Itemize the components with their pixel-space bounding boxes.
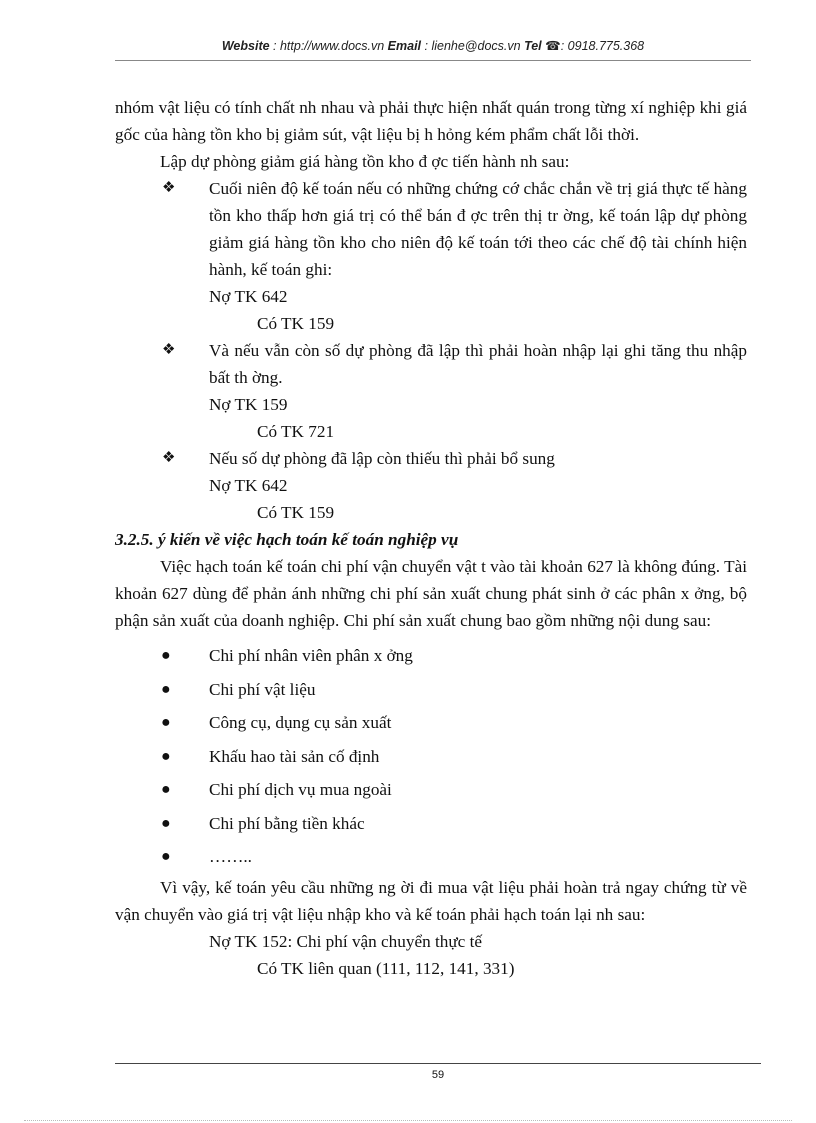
entry-1-credit: Có TK 159 [257, 314, 335, 333]
list-item-text: Chi phí bằng tiền khác [209, 813, 365, 833]
bullet-dot-icon: ● [161, 781, 171, 798]
bullet-item-3 [115, 445, 747, 472]
list-item-text: Khấu hao tài sản cố định [209, 746, 380, 766]
entry-3-debit: Nợ TK 642 [209, 476, 288, 495]
list-item-text: Công cụ, dụng cụ sản xuất [209, 713, 392, 732]
list-item [115, 773, 747, 807]
list-item-text: …….. [209, 847, 252, 866]
footer-divider [115, 1063, 761, 1064]
page-body [115, 94, 747, 982]
bullet-text-3: Nếu số dự phòng đã lập còn thiếu thì phải bổ sung [209, 449, 555, 468]
website-label: Website [221, 39, 270, 53]
header-divider [115, 60, 751, 61]
diamond-bullet-icon: ❖ [162, 180, 176, 196]
bullet-text-2: Và nếu vẫn còn số dự phòng đã lập thì phải hoàn nhập lại ghi tăng thu nhập bất th ờng. [209, 341, 747, 387]
list-item [115, 706, 747, 740]
paragraph-3: Việc hạch toán kế toán chi phí vận chuyển vật t vào tài khoản 627 là không đúng. Tài khoản 627 dùng để phản ánh những chi phí sản xuất chung phát sinh ở các phân x ởng, bộ phận sản xuất của doanh nghiệp. Chi phí sản xuất chung bao gồm những nội dung sau: [115, 557, 747, 630]
bullet-item-2 [115, 337, 747, 391]
paragraph-4: Vì vậy, kế toán yêu cầu những ng ời đi mua vật liệu phải hoàn trả ngay chứng từ về vận chuyển vào giá trị vật liệu nhập kho và kế toán phải hạch toán lại nh sau: [115, 877, 747, 924]
entry-4-debit: Nợ TK 152: Chi phí vận chuyển thực tế [209, 931, 482, 951]
page-bottom-border [24, 1120, 792, 1121]
list-item [115, 807, 747, 841]
list-item-text: Chi phí vật liệu [209, 679, 316, 699]
cost-items-list [115, 639, 747, 874]
bullet-dot-icon: ● [161, 747, 171, 765]
website-value: : http://www.docs.vn [269, 39, 388, 53]
list-item [115, 840, 747, 874]
page-number: 59 [431, 1069, 445, 1081]
entry-2-credit: Có TK 721 [257, 422, 335, 441]
bullet-dot-icon: ● [161, 848, 171, 865]
list-item [115, 673, 747, 707]
bullet-dot-icon: ● [161, 714, 171, 731]
diamond-bullet-icon: ❖ [162, 342, 176, 358]
tel-label: Tel [524, 39, 542, 53]
email-label: Email [387, 39, 422, 53]
tel-value: ☎: 0918.775.368 [541, 39, 645, 53]
paragraph-1: nhóm vật liệu có tính chất nh nhau và phải thực hiện nhất quán trong từng xí nghiệp khi giá gốc của hàng tồn kho bị giảm sút, vật liệu bị h hỏng kém phẩm chất lỗi thời. [115, 98, 747, 144]
list-item-text: Chi phí dịch vụ mua ngoài [209, 780, 392, 799]
paragraph-2: Lập dự phòng giảm giá hàng tồn kho đ ợc tiến hành nh sau: [160, 152, 570, 171]
entry-4-credit: Có TK liên quan (111, 112, 141, 331) [257, 958, 515, 978]
entry-1-debit: Nợ TK 642 [209, 287, 288, 306]
bullet-text-1: Cuối niên độ kế toán nếu có những chứng cớ chắc chắn về trị giá thực tế hàng tồn kho thấp hơn giá trị có thể bán đ ợc trên thị tr ờng, kế toán lập dự phòng giảm giá hàng tồn kho cho niên độ kế toán tới theo các chế độ tài chính hiện hành, kế toán ghi: [209, 179, 747, 279]
section-heading: 3.2.5. ý kiến về việc hạch toán kế toán nghiệp vụ [115, 530, 459, 549]
list-item [115, 639, 747, 673]
email-value: : lienhe@docs.vn [421, 39, 525, 53]
bullet-dot-icon: ● [161, 680, 171, 698]
page-header [115, 38, 751, 53]
entry-3-credit: Có TK 159 [257, 503, 335, 522]
entry-2-debit: Nợ TK 159 [209, 395, 288, 414]
list-item [115, 740, 747, 774]
list-item-text: Chi phí nhân viên phân x ởng [209, 646, 413, 665]
diamond-bullet-icon: ❖ [162, 450, 176, 466]
bullet-dot-icon: ● [161, 814, 171, 832]
bullet-dot-icon: ● [161, 647, 171, 664]
bullet-item-1 [115, 175, 747, 283]
